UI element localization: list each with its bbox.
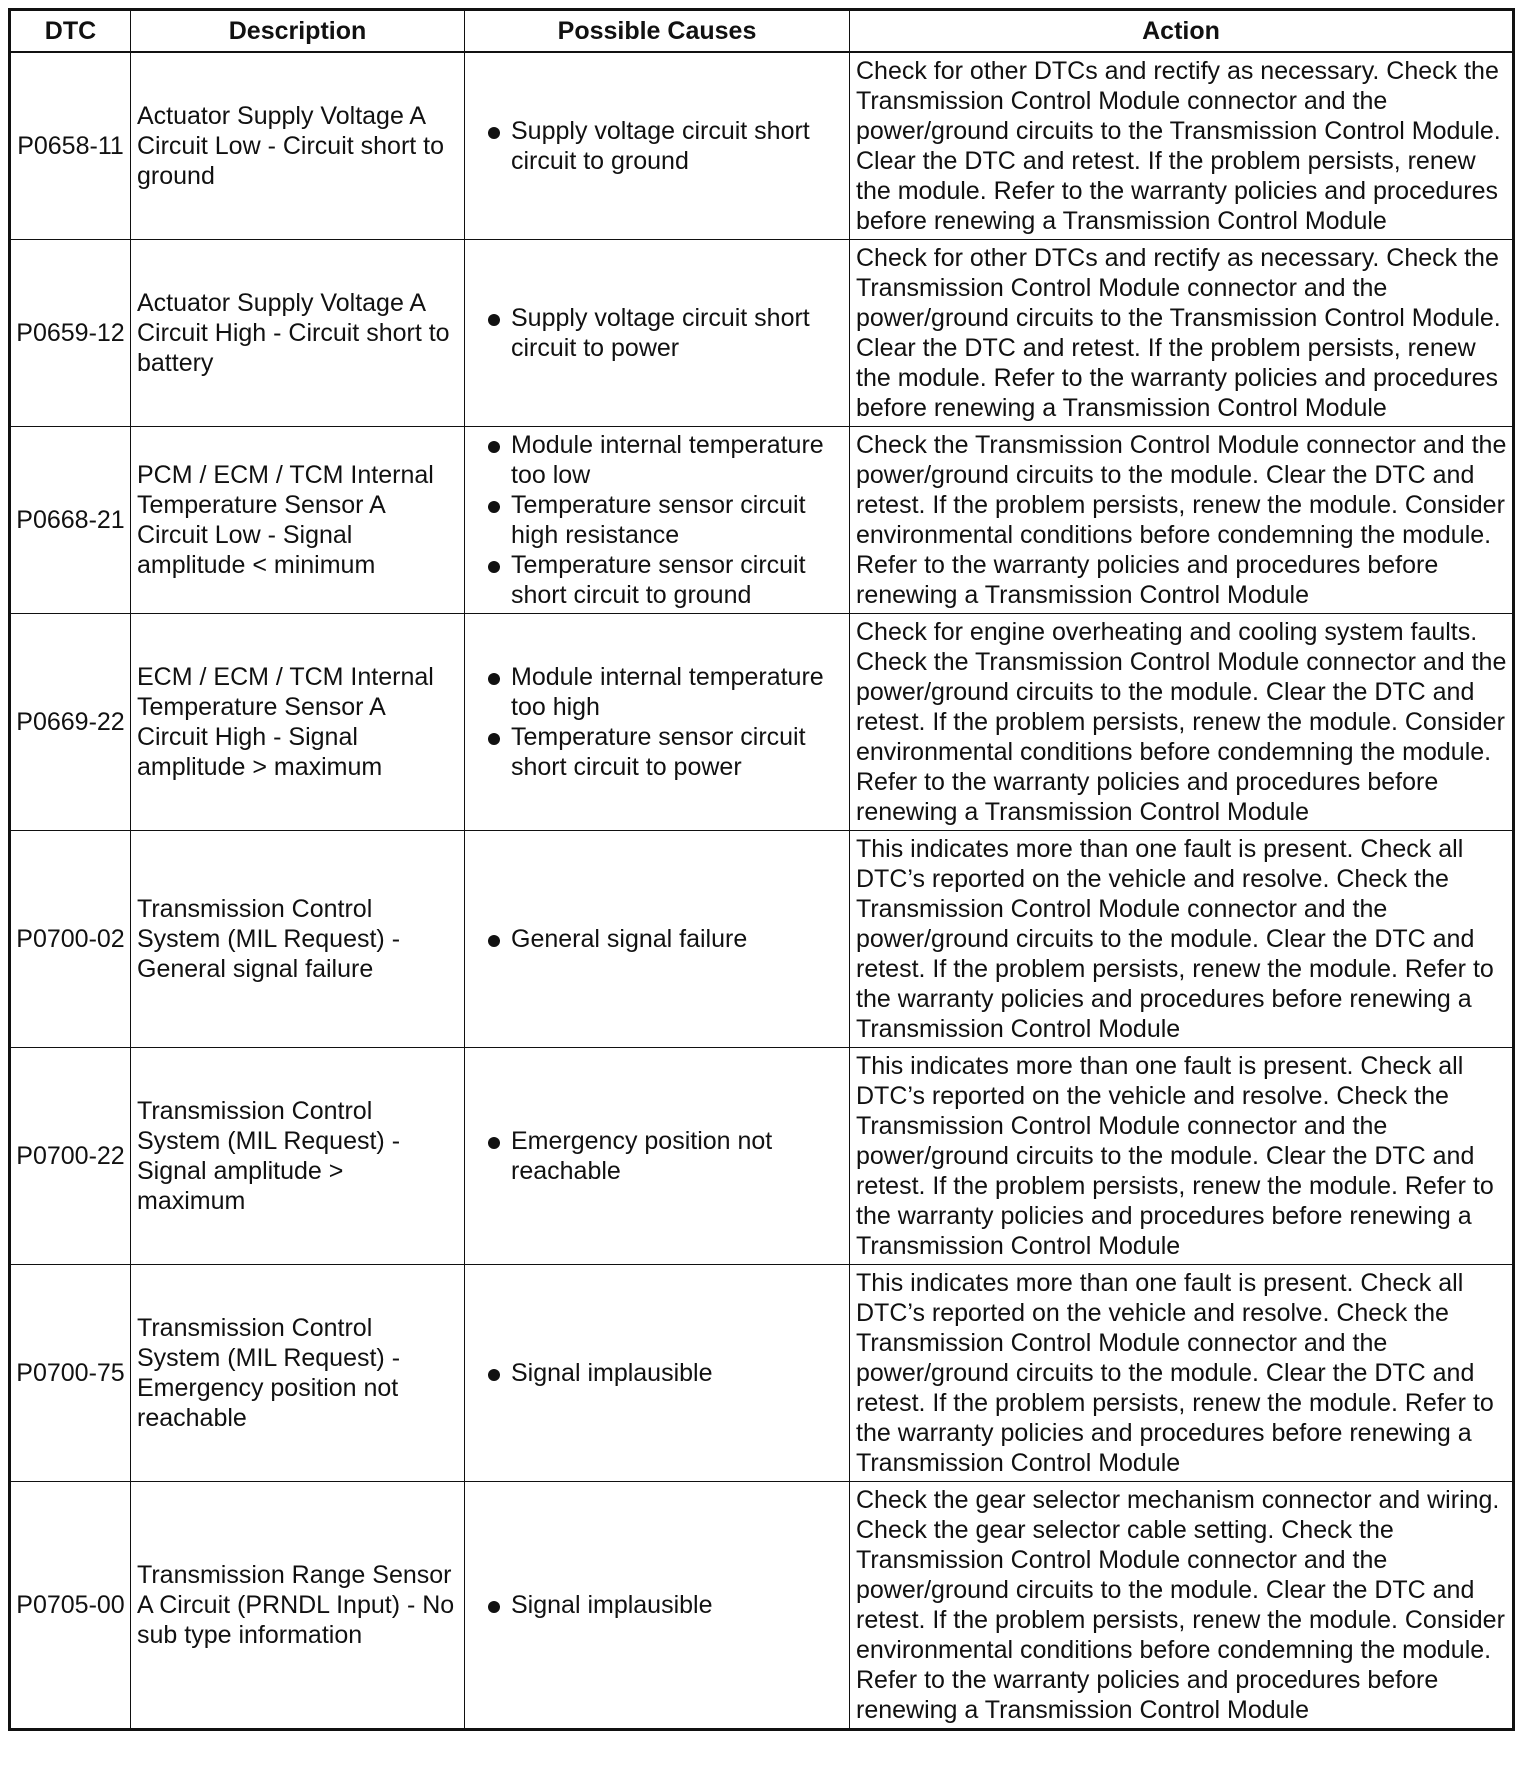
cause-item [471,1358,843,1388]
causes-list [471,1126,843,1186]
table-row [10,614,1514,831]
document-page [8,8,1512,1731]
dtc-action-text: This indicates more than one fault is present. Check all DTC’s reported on the vehicle and resolve. Check the Transmission Control Module connector and the power/ground circuits to the module. Clear the DTC and retest. If the problem persists, renew the module. Refer to the warranty policies and procedures before renewing a Transmission Control Module [856,1052,1494,1260]
dtc-action [850,52,1514,240]
dtc-action [850,1265,1514,1482]
table-row [10,427,1514,614]
dtc-action-text: Check for other DTCs and rectify as necessary. Check the Transmission Control Module connector and the power/ground circuits to the Transmission Control Module. Clear the DTC and retest. If the problem persists, renew the module. Refer to the warranty policies and procedures before renewing a Transmission Control Module [856,244,1501,422]
dtc-description-text: PCM / ECM / TCM Internal Temperature Sensor A Circuit Low - Signal amplitude < minimum [137,461,434,579]
causes-list [471,116,843,176]
dtc-code-text: P0700-22 [16,1142,125,1170]
dtc-action [850,240,1514,427]
dtc-code [10,1048,131,1265]
possible-causes [465,831,850,1048]
dtc-description-text: Transmission Control System (MIL Request) - General signal failure [137,895,401,983]
dtc-action [850,427,1514,614]
table-row [10,52,1514,240]
cause-item [471,1590,843,1620]
dtc-code-text: P0705-00 [16,1591,125,1619]
dtc-description-text: Transmission Control System (MIL Request) - Signal amplitude > maximum [137,1097,401,1215]
causes-list [471,430,843,610]
cause-text: Temperature sensor circuit short circuit to ground [511,551,806,609]
cause-item [471,303,843,363]
header-action: Action [850,10,1514,53]
cause-text: Module internal temperature too low [511,431,824,489]
cause-text: General signal failure [511,925,748,953]
dtc-description [131,1048,465,1265]
dtc-description-text: Actuator Supply Voltage A Circuit High - Circuit short to battery [137,289,450,377]
dtc-action-text: Check the gear selector mechanism connector and wiring. Check the gear selector cable setting. Check the Transmission Control Module connector and the power/ground circuits to the module. Clear the DTC and retest. If the problem persists, renew the module. Consider environmental conditions before condemning the module. Refer to the warranty policies and procedures before renewing a Transmission Control Module [856,1486,1505,1724]
dtc-code [10,614,131,831]
dtc-code [10,240,131,427]
possible-causes [465,1048,850,1265]
header-possible-causes: Possible Causes [465,10,850,53]
bullet-icon [488,733,500,745]
dtc-code [10,831,131,1048]
dtc-action-text: This indicates more than one fault is present. Check all DTC’s reported on the vehicle and resolve. Check the Transmission Control Module connector and the power/ground circuits to the module. Clear the DTC and retest. If the problem persists, renew the module. Refer to the warranty policies and procedures before renewing a Transmission Control Module [856,1269,1494,1477]
cause-item [471,490,843,550]
dtc-description-text: ECM / ECM / TCM Internal Temperature Sensor A Circuit High - Signal amplitude > maximum [137,663,434,781]
dtc-code [10,1265,131,1482]
bullet-icon [488,127,500,139]
bullet-icon [488,1601,500,1613]
bullet-icon [488,1137,500,1149]
dtc-code-text: P0669-22 [16,708,125,736]
dtc-code [10,52,131,240]
dtc-action-text: Check the Transmission Control Module connector and the power/ground circuits to the module. Clear the DTC and retest. If the problem persists, renew the module. Consider environmental conditions before condemning the module. Refer to the warranty policies and procedures before renewing a Transmission Control Module [856,431,1507,609]
cause-text: Supply voltage circuit short circuit to power [511,304,810,362]
dtc-code-text: P0700-02 [16,925,125,953]
dtc-description-text: Transmission Range Sensor A Circuit (PRNDL Input) - No sub type information [137,1561,455,1649]
possible-causes [465,614,850,831]
dtc-code-text: P0700-75 [16,1359,125,1387]
cause-item [471,1126,843,1186]
table-row [10,1048,1514,1265]
possible-causes [465,240,850,427]
cause-item [471,116,843,176]
dtc-action-text: Check for engine overheating and cooling system faults. Check the Transmission Control Module connector and the power/ground circuits to the module. Clear the DTC and retest. If the problem persists, renew the module. Consider environmental conditions before condemning the module. Refer to the warranty policies and procedures before renewing a Transmission Control Module [856,618,1507,826]
dtc-code [10,1482,131,1730]
bullet-icon [488,561,500,573]
table-row [10,240,1514,427]
dtc-action [850,831,1514,1048]
dtc-description [131,240,465,427]
dtc-code-text: P0668-21 [16,506,125,534]
dtc-description [131,831,465,1048]
cause-text: Temperature sensor circuit high resistance [511,491,806,549]
bullet-icon [488,1369,500,1381]
dtc-action [850,1048,1514,1265]
cause-item [471,722,843,782]
causes-list [471,303,843,363]
header-dtc: DTC [10,10,131,53]
cause-text: Signal implausible [511,1591,713,1619]
cause-text: Supply voltage circuit short circuit to ground [511,117,810,175]
dtc-action-text: This indicates more than one fault is present. Check all DTC’s reported on the vehicle and resolve. Check the Transmission Control Module connector and the power/ground circuits to the module. Clear the DTC and retest. If the problem persists, renew the module. Refer to the warranty policies and procedures before renewing a Transmission Control Module [856,835,1494,1043]
causes-list [471,662,843,782]
bullet-icon [488,314,500,326]
dtc-code-text: P0658-11 [17,132,124,160]
causes-list [471,1590,843,1620]
table-row [10,1265,1514,1482]
causes-list [471,924,843,954]
dtc-description [131,427,465,614]
header-description: Description [131,10,465,53]
table-row [10,1482,1514,1730]
dtc-description-text: Transmission Control System (MIL Request) - Emergency position not reachable [137,1314,401,1432]
cause-text: Signal implausible [511,1359,713,1387]
dtc-description-text: Actuator Supply Voltage A Circuit Low - Circuit short to ground [137,102,445,190]
possible-causes [465,427,850,614]
cause-item [471,550,843,610]
dtc-code [10,427,131,614]
dtc-action [850,1482,1514,1730]
cause-item [471,924,843,954]
dtc-action-text: Check for other DTCs and rectify as necessary. Check the Transmission Control Module connector and the power/ground circuits to the Transmission Control Module. Clear the DTC and retest. If the problem persists, renew the module. Refer to the warranty policies and procedures before renewing a Transmission Control Module [856,57,1501,235]
possible-causes [465,52,850,240]
bullet-icon [488,673,500,685]
dtc-action [850,614,1514,831]
table-row [10,831,1514,1048]
table-header-row [10,10,1514,53]
dtc-description [131,614,465,831]
dtc-code-text: P0659-12 [16,319,125,347]
dtc-description [131,52,465,240]
bullet-icon [488,935,500,947]
dtc-description [131,1482,465,1730]
possible-causes [465,1482,850,1730]
table-body [10,52,1514,1730]
causes-list [471,1358,843,1388]
dtc-description [131,1265,465,1482]
dtc-table [8,8,1515,1731]
bullet-icon [488,501,500,513]
bullet-icon [488,441,500,453]
cause-text: Temperature sensor circuit short circuit to power [511,723,806,781]
cause-item [471,662,843,722]
cause-text: Module internal temperature too high [511,663,824,721]
cause-item [471,430,843,490]
cause-text: Emergency position not reachable [511,1127,773,1185]
possible-causes [465,1265,850,1482]
